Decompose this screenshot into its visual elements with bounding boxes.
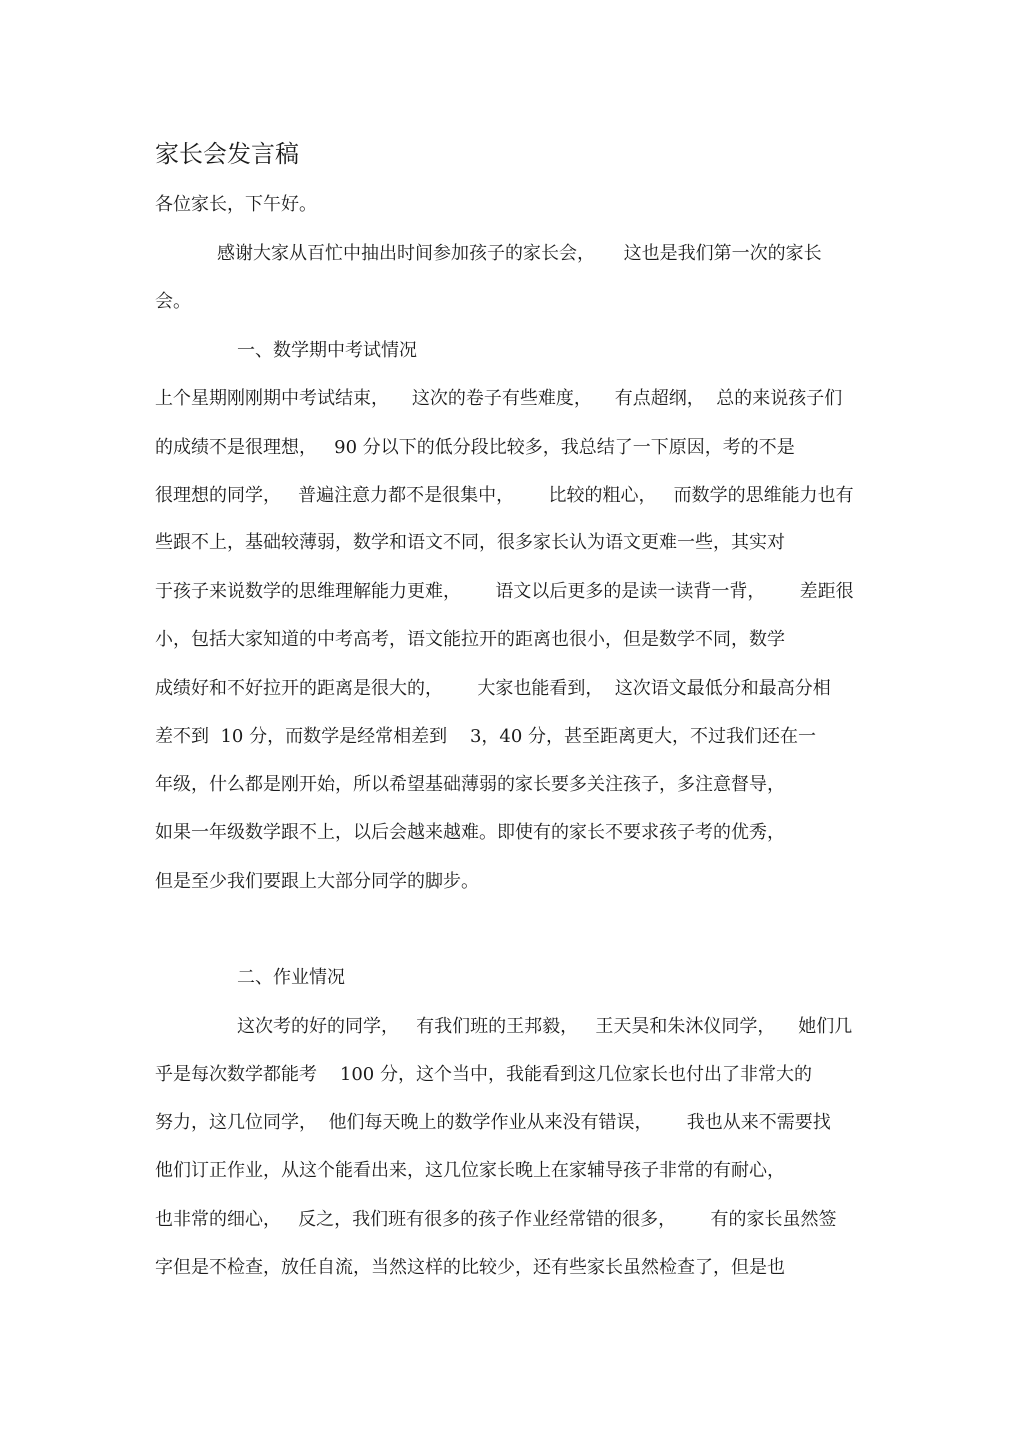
paragraph-line: 年级，什么都是刚开始，所以希望基础薄弱的家长要多关注孩子，多注意督导， <box>155 774 785 795</box>
paragraph-line: 也非常的细心， 反之，我们班有很多的孩子作业经常错的很多， 有的家长虽然签 <box>155 1209 837 1230</box>
paragraph-line: 于孩子来说数学的思维理解能力更难， 语文以后更多的是读一读背一背， 差距很 <box>155 581 854 602</box>
intro-line: 会。 <box>155 291 191 312</box>
paragraph-line: 他们订正作业，从这个能看出来，这几位家长晚上在家辅导孩子非常的有耐心， <box>155 1160 785 1181</box>
paragraph-line: 小，包括大家知道的中考高考，语文能拉开的距离也很小，但是数学不同，数学 <box>155 629 785 650</box>
paragraph-line: 上个星期刚刚期中考试结束， 这次的卷子有些难度， 有点超纲， 总的来说孩子们 <box>155 388 843 409</box>
section-heading-exam: 一、数学期中考试情况 <box>237 340 417 361</box>
paragraph-line: 字但是不检查，放任自流，当然这样的比较少，还有些家长虽然检查了，但是也 <box>155 1257 785 1278</box>
intro-line: 感谢大家从百忙中抽出时间参加孩子的家长会， 这也是我们第一次的家长 <box>217 243 822 264</box>
paragraph-line: 些跟不上，基础较薄弱，数学和语文不同，很多家长认为语文更难一些，其实对 <box>155 532 785 553</box>
paragraph-line: 乎是每次数学都能考 100 分，这个当中，我能看到这几位家长也付出了非常大的 <box>155 1064 812 1085</box>
paragraph-line: 努力，这几位同学， 他们每天晚上的数学作业从来没有错误， 我也从来不需要找 <box>155 1112 831 1133</box>
section-heading-homework: 二、作业情况 <box>237 967 345 988</box>
paragraph-line: 如果一年级数学跟不上，以后会越来越难。即使有的家长不要求孩子考的优秀， <box>155 822 785 843</box>
paragraph-line: 但是至少我们要跟上大部分同学的脚步。 <box>155 871 479 892</box>
paragraph-line: 这次考的好的同学， 有我们班的王邦毅， 王天昊和朱沐仪同学， 她们几 <box>237 1016 853 1037</box>
paragraph-line: 很理想的同学， 普遍注意力都不是很集中， 比较的粗心， 而数学的思维能力也有 <box>155 485 854 506</box>
paragraph-line: 成绩好和不好拉开的距离是很大的， 大家也能看到， 这次语文最低分和最高分相 <box>155 678 831 699</box>
document-title: 家长会发言稿 <box>155 140 299 168</box>
paragraph-line: 的成绩不是很理想， 90 分以下的低分段比较多，我总结了一下原因，考的不是 <box>155 437 795 458</box>
paragraph-line: 差不到 10 分，而数学是经常相差到 3，40 分，甚至距离更大，不过我们还在一 <box>155 726 817 747</box>
greeting: 各位家长，下午好。 <box>155 194 317 215</box>
